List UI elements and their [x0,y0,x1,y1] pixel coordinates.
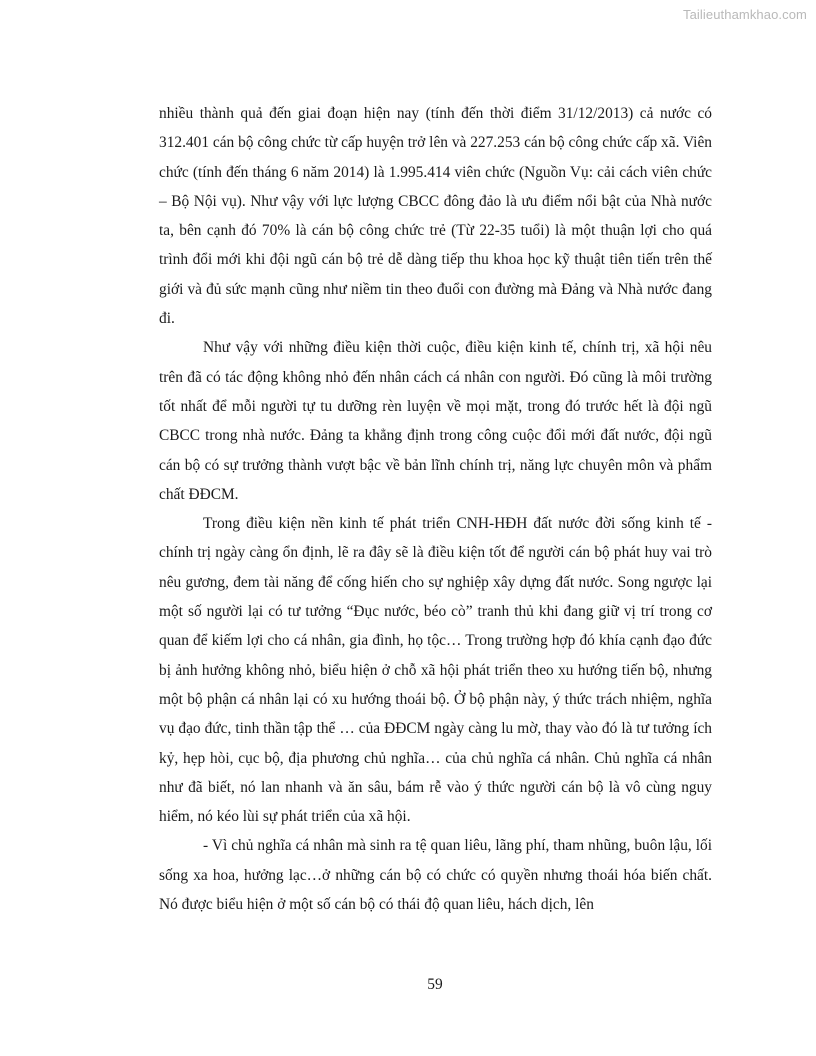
watermark: Tailieuthamkhao.com [682,7,807,22]
paragraph-4: - Vì chủ nghĩa cá nhân mà sinh ra tệ quan liêu, lãng phí, tham nhũng, buôn lậu, lối sống xa hoa, hưởng lạc…ở những cán bộ có chức có quyền nhưng thoái hóa biến chất. Nó được biểu hiện ở một số cán bộ có thái độ quan liêu, hách dịch, lên [159,837,712,914]
paragraph-3: Trong điều kiện nền kinh tế phát triển CNH-HĐH đất nước đời sống kinh tế - chính trị ngày càng ổn định, lẽ ra đây sẽ là điều kiện tốt để người cán bộ phát huy vai trò nêu gương, đem tài năng để cống hiến cho sự nghiệp xây dựng đất nước. Song ngược lại một số người lại có tư tưởng “Đục nước, béo cò” tranh thủ khi đang giữ vị trí trong cơ quan để kiếm lợi cho cá nhân, gia đình, họ tộc… Trong trường hợp đó khía cạnh đạo đức bị ảnh hưởng không nhỏ, biểu hiện ở chỗ xã hội phát triển theo xu hướng tiến bộ, nhưng một bộ phận cá nhân lại có xu hướng thoái bộ. Ở bộ phận này, ý thức trách nhiệm, nghĩa vụ đạo đức, tinh thần tập thể … của ĐĐCM ngày càng lu mờ, thay vào đó là tư tưởng ích kỷ, hẹp hòi, cục bộ, địa phương chủ nghĩa… của chủ nghĩa cá nhân. Chủ nghĩa cá nhân như đã biết, nó lan nhanh và ăn sâu, bám rễ vào ý thức người cán bộ là vô cùng nguy hiểm, nó kéo lùi sự phát triển của xã hội. [159,515,712,826]
paragraph-2: Như vậy với những điều kiện thời cuộc, điều kiện kinh tế, chính trị, xã hội nêu trên đã có tác động không nhỏ đến nhân cách cá nhân con người. Đó cũng là môi trường tốt nhất để mỗi người tự tu dưỡng rèn luyện về mọi mặt, trong đó trước hết là đội ngũ CBCC trong nhà nước. Đảng ta khẳng định trong công cuộc đổi mới đất nước, đội ngũ cán bộ có sự trưởng thành vượt bậc về bản lĩnh chính trị, năng lực chuyên môn và phẩm chất ĐĐCM. [159,339,712,503]
paragraph-1: nhiều thành quả đến giai đoạn hiện nay (tính đến thời điểm 31/12/2013) cả nước có 312.401 cán bộ công chức từ cấp huyện trở lên và 227.253 cán bộ công chức cấp xã. Viên chức (tính đến tháng 6 năm 2014) là 1.995.414 viên chức (Nguồn Vụ: cải cách viên chức – Bộ Nội vụ). Như vậy với lực lượng CBCC đông đảo là ưu điểm nổi bật của Nhà nước ta, bên cạnh đó 70% là cán bộ công chức trẻ (Từ 22-35 tuổi) là một thuận lợi cho quá trình đổi mới khi đội ngũ cán bộ trẻ dễ dàng tiếp thu khoa học kỹ thuật tiên tiến trên thế giới và đủ sức mạnh cũng như niềm tin theo đuổi con đường mà Đảng và Nhà nước đang đi. [159,105,712,328]
page-number: 59 [427,976,443,993]
document-body [159,99,712,919]
